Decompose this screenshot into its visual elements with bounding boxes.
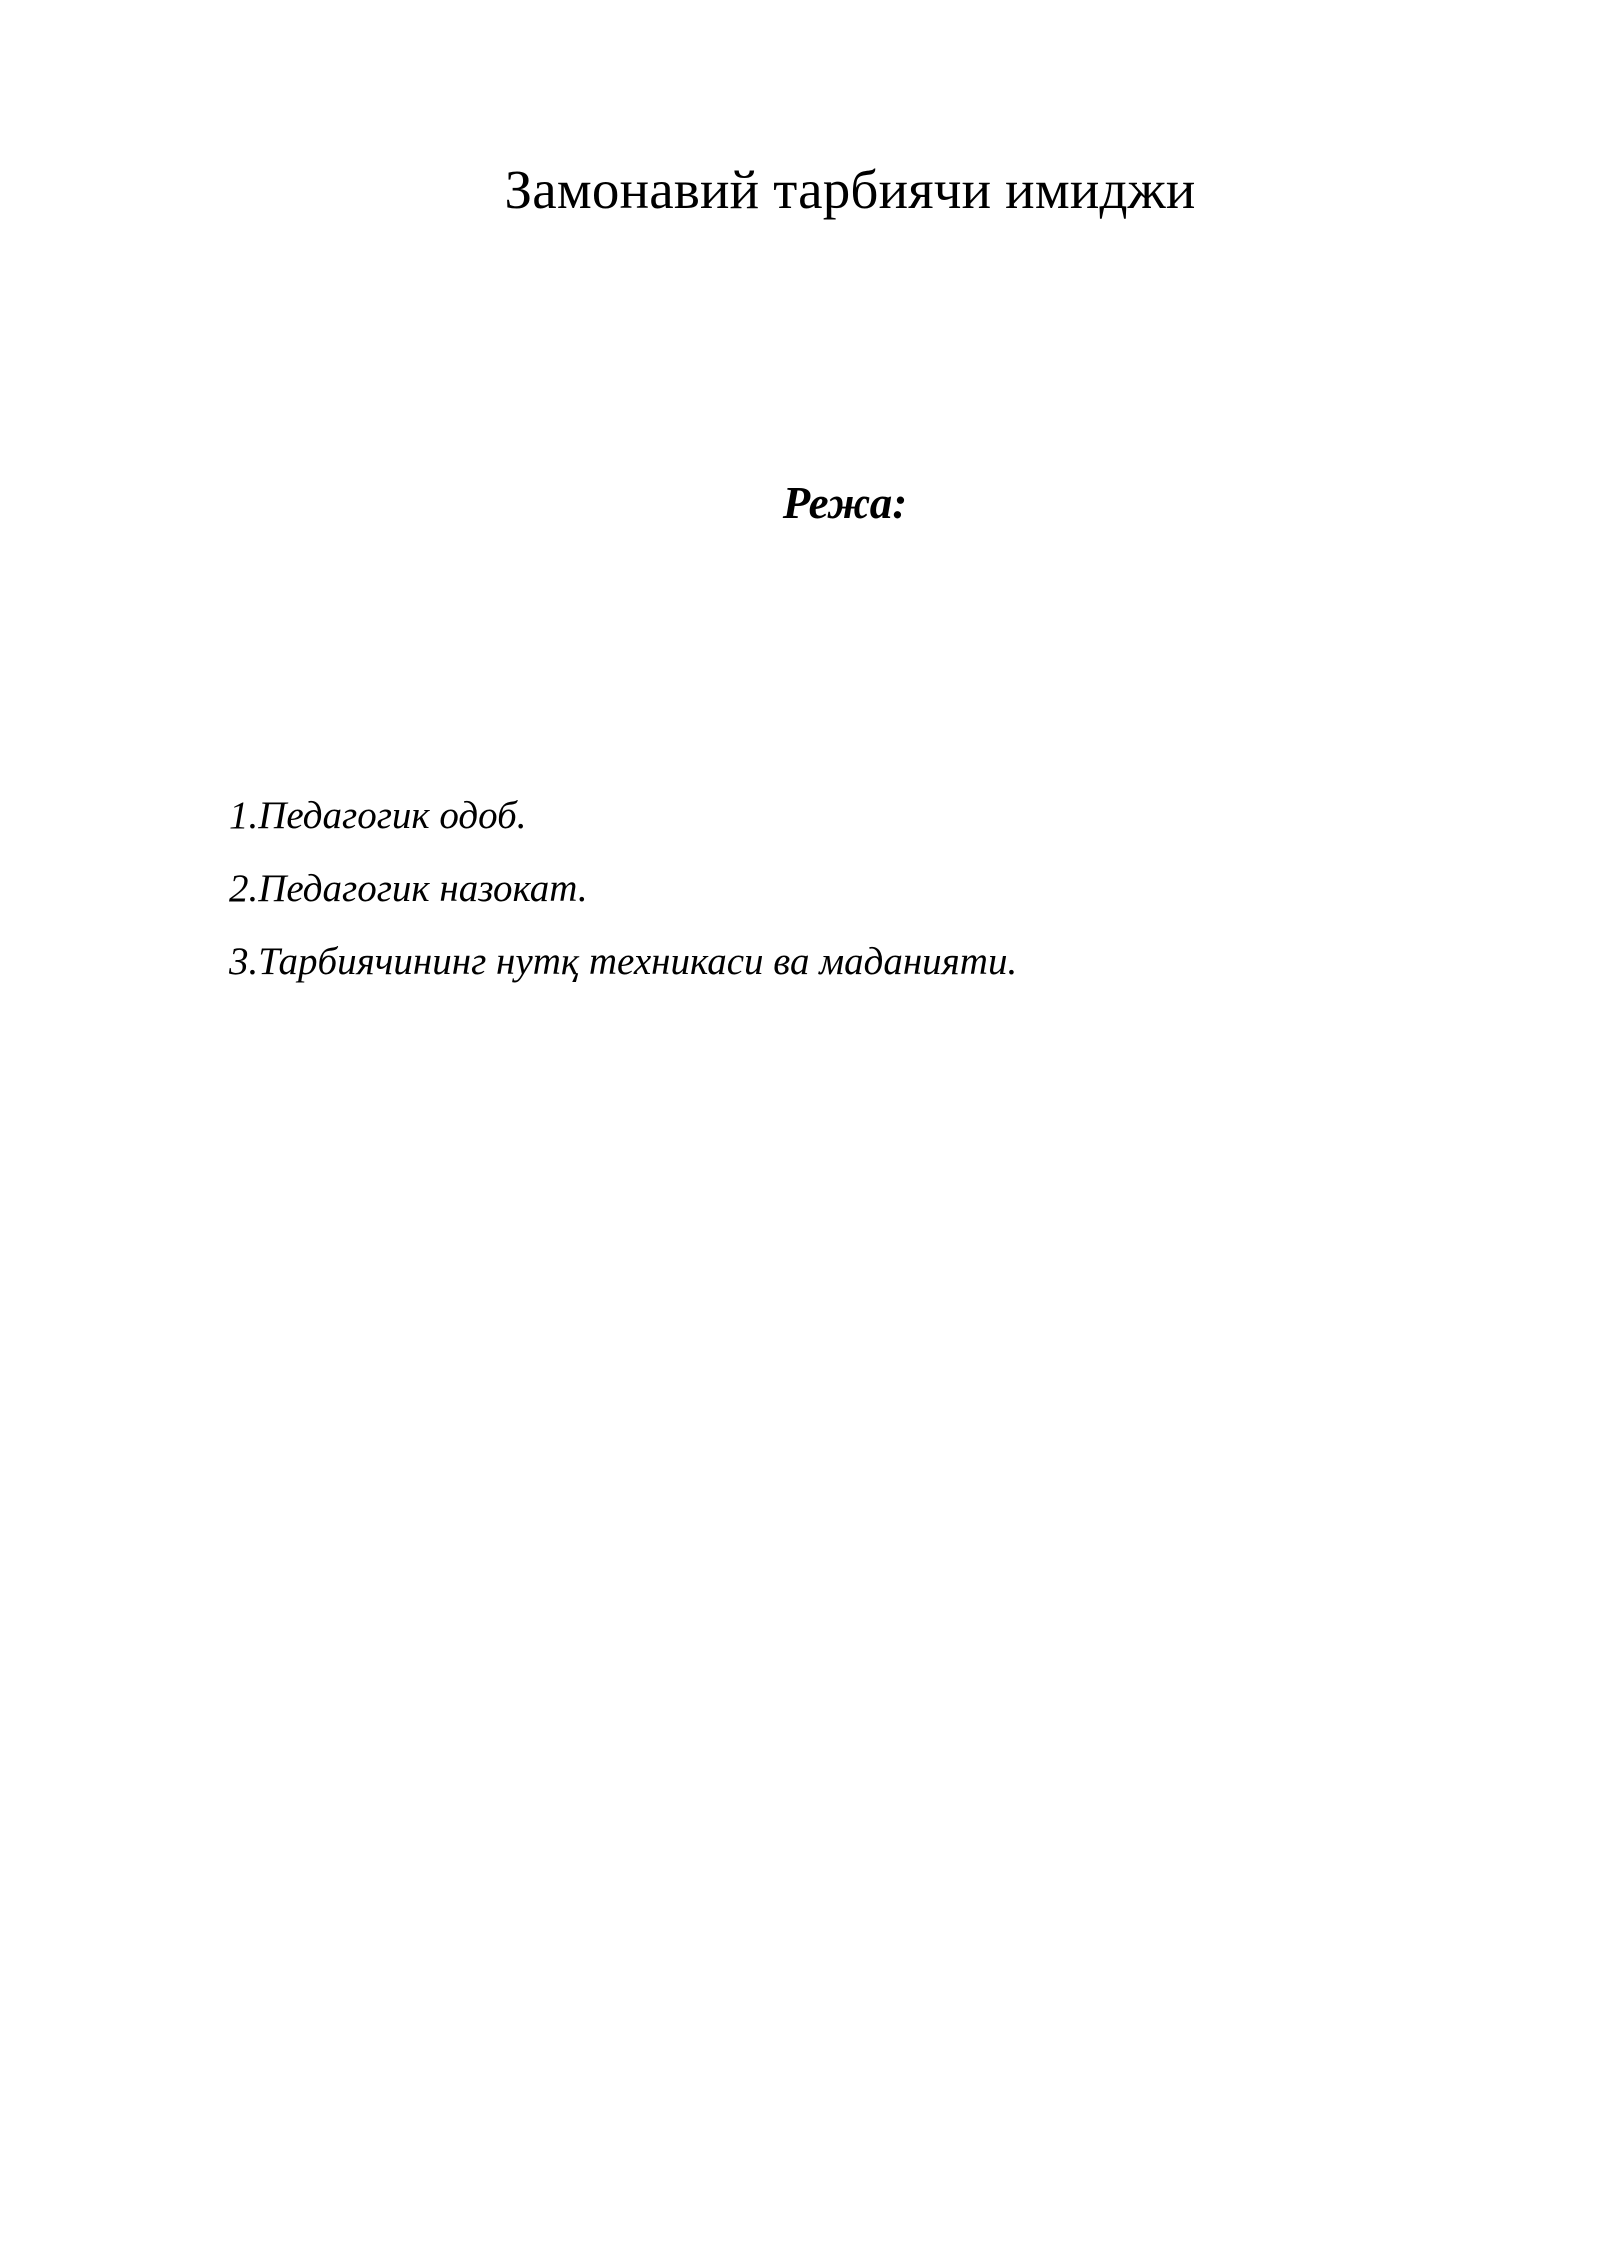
plan-list	[229, 790, 1017, 1009]
plan-item: 1.Педагогик одоб.	[229, 794, 527, 837]
plan-item: 3.Тарбиячининг нутқ техникаси ва маданияти.	[229, 940, 1018, 983]
document-title: Замонавий тарбиячи имиджи	[504, 159, 1196, 220]
plan-heading: Режа:	[782, 478, 908, 528]
plan-item: 2.Педагогик назокат.	[229, 867, 588, 910]
